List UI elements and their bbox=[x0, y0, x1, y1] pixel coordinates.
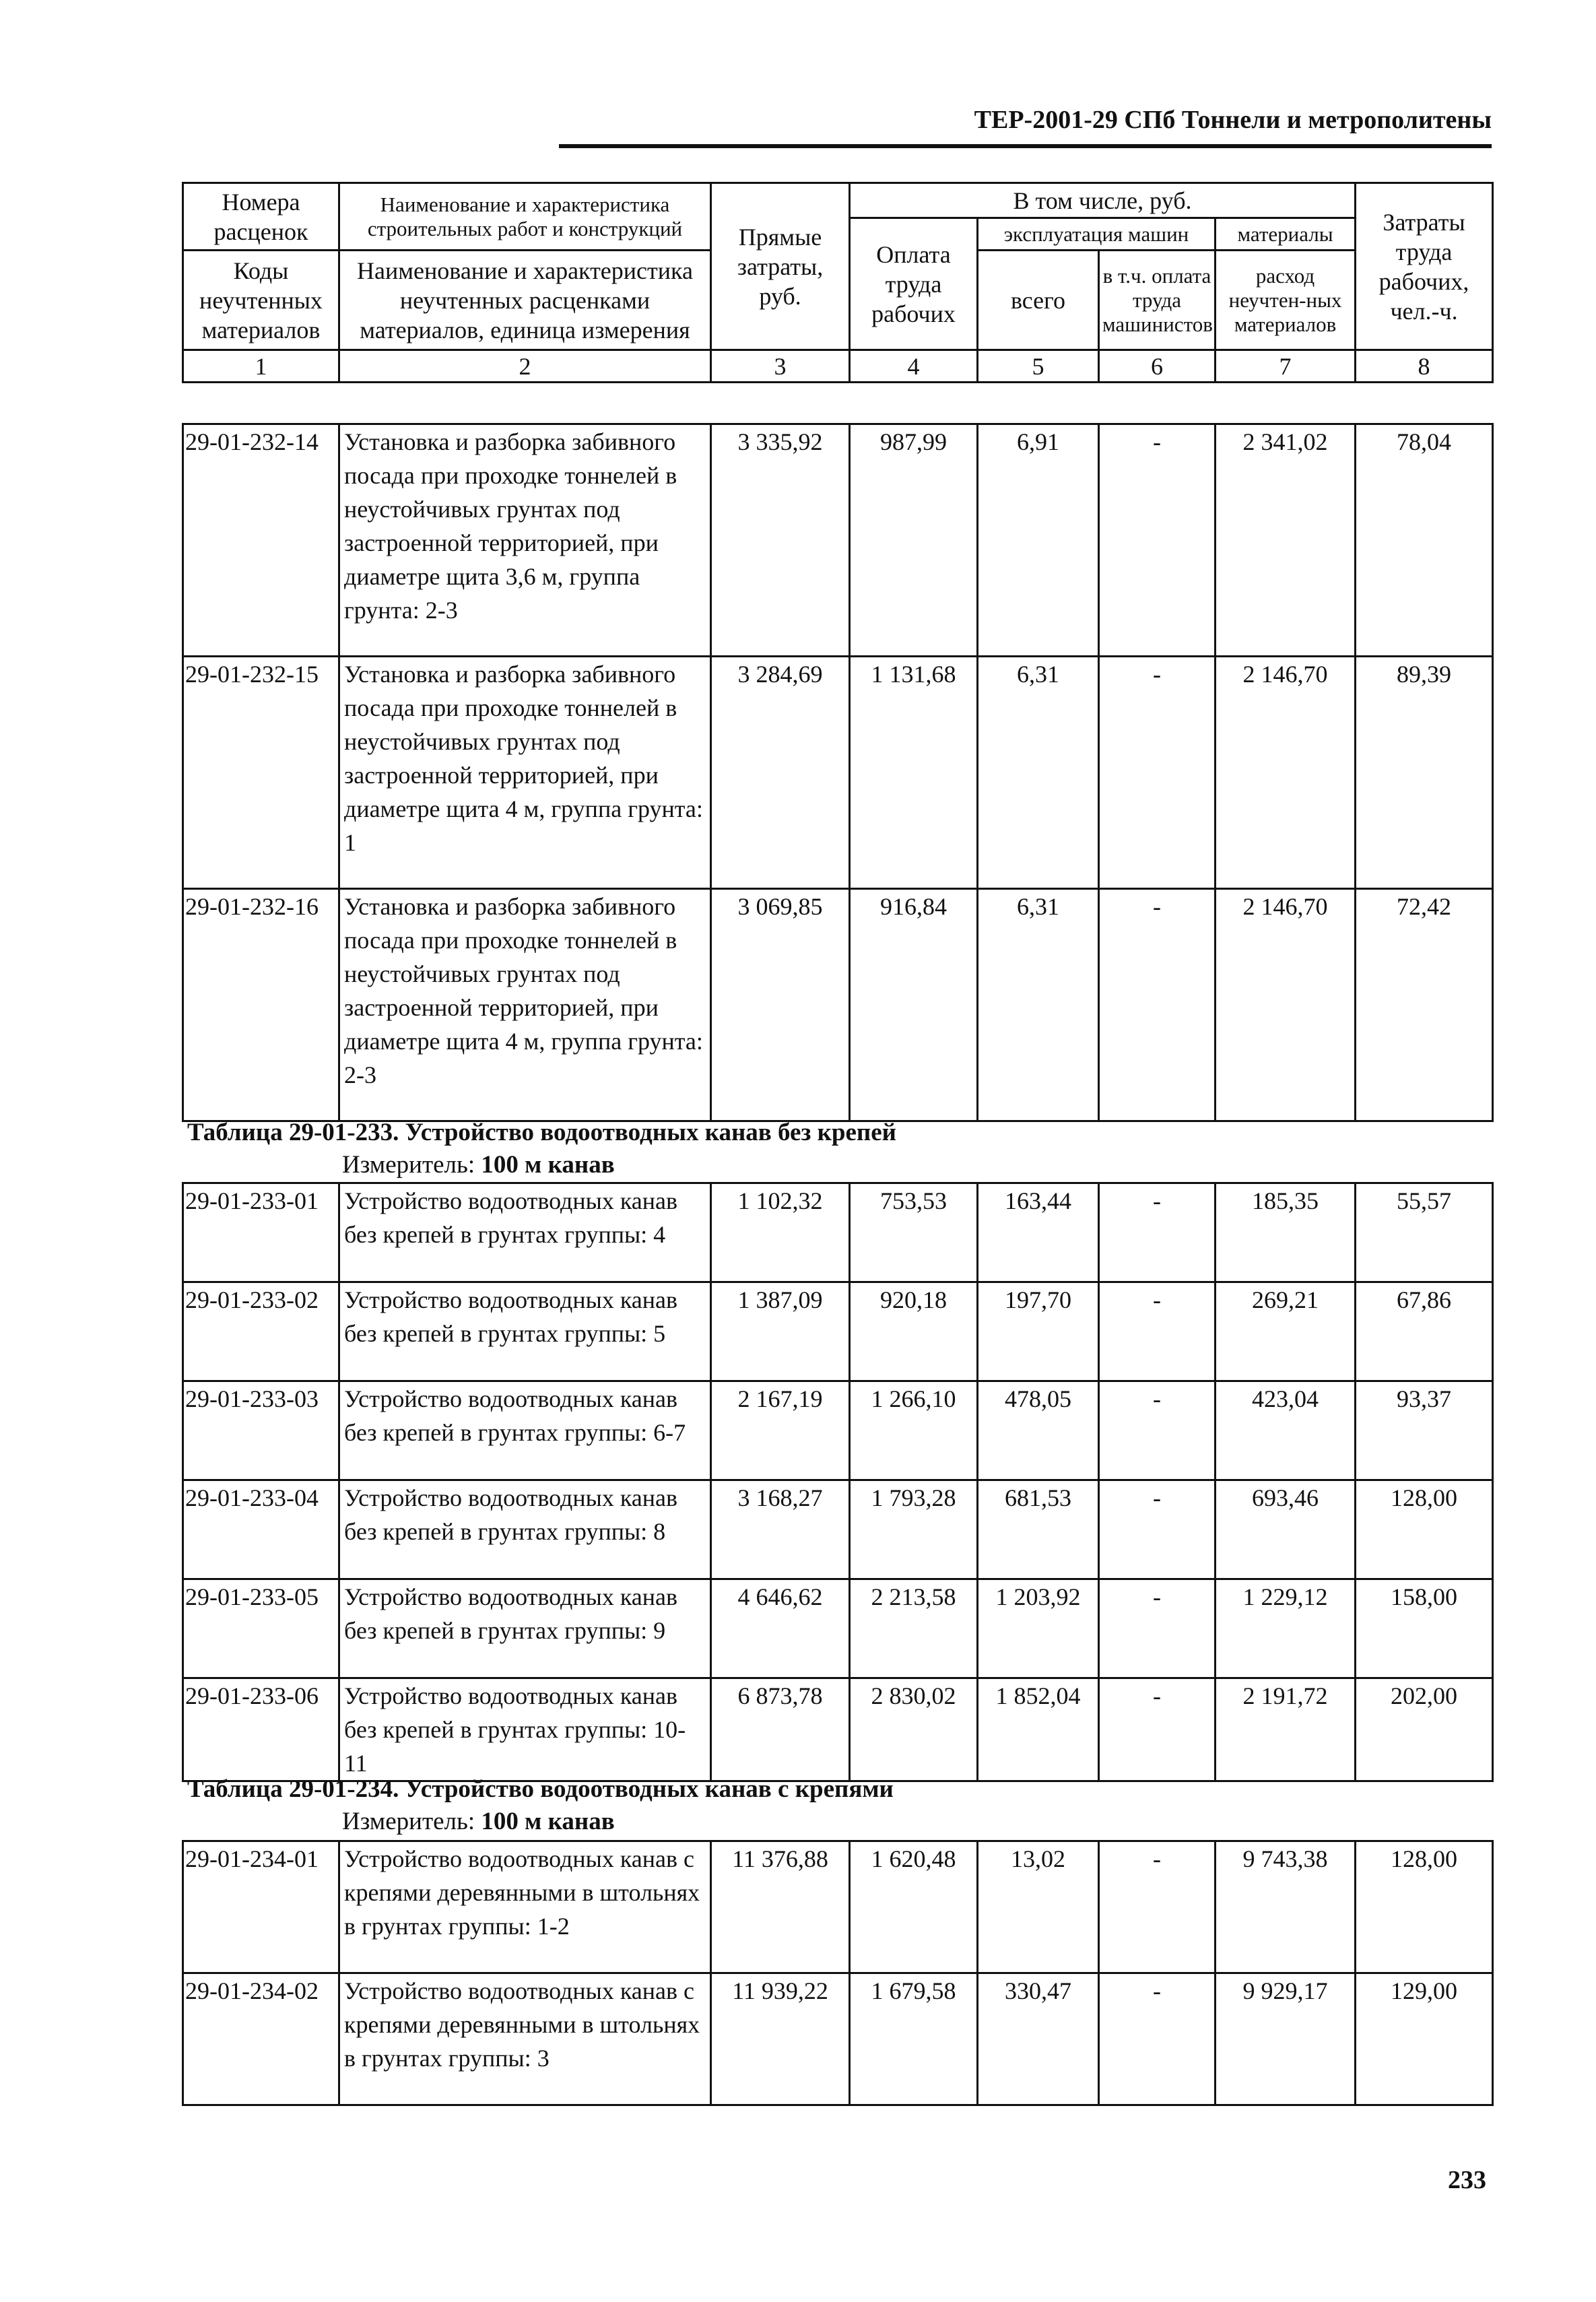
cell-mach-labor: - bbox=[1099, 657, 1216, 889]
cell-direct: 11 939,22 bbox=[711, 1973, 850, 2105]
cell-code: 29-01-233-06 bbox=[183, 1678, 339, 1781]
cell-hours: 67,86 bbox=[1356, 1282, 1493, 1381]
page-number: 233 bbox=[1448, 2166, 1486, 2194]
col1-top-header: Номера расценок bbox=[183, 183, 339, 251]
rates-table-232 bbox=[182, 423, 1494, 1122]
cell-hours: 202,00 bbox=[1356, 1678, 1493, 1781]
rates-table-233 bbox=[182, 1182, 1494, 1782]
cell-direct: 1 387,09 bbox=[711, 1282, 850, 1381]
cell-desc: Устройство водоотводных канав без крепей в грунтах группы: 5 bbox=[339, 1282, 711, 1381]
cell-desc: Устройство водоотводных канав без крепей в грунтах группы: 8 bbox=[339, 1480, 711, 1579]
cell-hours: 78,04 bbox=[1356, 424, 1493, 657]
cell-mach: 6,31 bbox=[978, 657, 1099, 889]
table-233-caption: Таблица 29-01-233. Устройство водоотводных канав без крепей bbox=[187, 1119, 896, 1146]
cell-desc: Устройство водоотводных канав без крепей в грунтах группы: 4 bbox=[339, 1183, 711, 1282]
column-header-table bbox=[182, 182, 1494, 383]
direct-cost-header: Прямые затраты, руб. bbox=[711, 183, 850, 350]
cell-code: 29-01-233-04 bbox=[183, 1480, 339, 1579]
cell-labor: 1 131,68 bbox=[850, 657, 978, 889]
cell-desc: Устройство водоотводных канав без крепей в грунтах группы: 10-11 bbox=[339, 1678, 711, 1781]
col-number: 7 bbox=[1216, 350, 1356, 383]
cell-direct: 3 335,92 bbox=[711, 424, 850, 657]
cell-code: 29-01-233-05 bbox=[183, 1579, 339, 1678]
table-row bbox=[183, 1579, 1493, 1678]
table-row bbox=[183, 1480, 1493, 1579]
cell-mach: 1 852,04 bbox=[978, 1678, 1099, 1781]
cell-labor: 2 213,58 bbox=[850, 1579, 978, 1678]
labor-hours-header: Затраты труда рабочих, чел.-ч. bbox=[1356, 183, 1493, 350]
cell-direct: 4 646,62 bbox=[711, 1579, 850, 1678]
col-number: 4 bbox=[850, 350, 978, 383]
cell-code: 29-01-233-03 bbox=[183, 1381, 339, 1480]
cell-direct: 1 102,32 bbox=[711, 1183, 850, 1282]
cell-desc: Установка и разборка забивного посада при проходке тоннелей в неустойчивых грунтах под застроенной территорией, при диаметре щита 4 м, группа грунта: 1 bbox=[339, 657, 711, 889]
cell-direct: 2 167,19 bbox=[711, 1381, 850, 1480]
cell-code: 29-01-234-02 bbox=[183, 1973, 339, 2105]
cell-hours: 89,39 bbox=[1356, 657, 1493, 889]
table-row bbox=[183, 657, 1493, 889]
cell-desc: Устройство водоотводных канав без крепей в грунтах группы: 9 bbox=[339, 1579, 711, 1678]
cell-materials: 2 191,72 bbox=[1216, 1678, 1356, 1781]
document-title: ТЕР-2001-29 СПб Тоннели и метрополитены bbox=[974, 106, 1492, 134]
cell-hours: 129,00 bbox=[1356, 1973, 1493, 2105]
cell-mach-labor: - bbox=[1099, 1678, 1216, 1781]
rates-table-234 bbox=[182, 1840, 1494, 2106]
cell-code: 29-01-232-16 bbox=[183, 889, 339, 1121]
page-header bbox=[559, 101, 1492, 148]
cell-mach: 13,02 bbox=[978, 1841, 1099, 1973]
cell-materials: 185,35 bbox=[1216, 1183, 1356, 1282]
cell-materials: 9 743,38 bbox=[1216, 1841, 1356, 1973]
cell-desc: Устройство водоотводных канав с крепями деревянными в штольнях в грунтах группы: 3 bbox=[339, 1973, 711, 2105]
cell-hours: 55,57 bbox=[1356, 1183, 1493, 1282]
cell-labor: 920,18 bbox=[850, 1282, 978, 1381]
cell-labor: 753,53 bbox=[850, 1183, 978, 1282]
cell-code: 29-01-232-15 bbox=[183, 657, 339, 889]
cell-labor: 1 620,48 bbox=[850, 1841, 978, 1973]
cell-materials: 693,46 bbox=[1216, 1480, 1356, 1579]
col2-top-header: Наименование и характеристика строительных работ и конструкций bbox=[339, 183, 711, 251]
cell-code: 29-01-232-14 bbox=[183, 424, 339, 657]
cell-mach: 197,70 bbox=[978, 1282, 1099, 1381]
machines-total-header: всего bbox=[978, 251, 1099, 350]
cell-materials: 1 229,12 bbox=[1216, 1579, 1356, 1678]
cell-materials: 2 146,70 bbox=[1216, 657, 1356, 889]
cell-labor: 987,99 bbox=[850, 424, 978, 657]
cell-desc: Установка и разборка забивного посада при проходке тоннелей в неустойчивых грунтах под застроенной территорией, при диаметре щита 3,6 м, группа грунта: 2-3 bbox=[339, 424, 711, 657]
cell-mach-labor: - bbox=[1099, 1381, 1216, 1480]
cell-direct: 3 168,27 bbox=[711, 1480, 850, 1579]
operator-pay-header: в т.ч. оплата труда машинистов bbox=[1099, 251, 1216, 350]
cell-code: 29-01-234-01 bbox=[183, 1841, 339, 1973]
cell-mach-labor: - bbox=[1099, 1841, 1216, 1973]
cell-mach-labor: - bbox=[1099, 889, 1216, 1121]
col1-bottom-header: Коды неучтенных материалов bbox=[183, 251, 339, 350]
cell-hours: 72,42 bbox=[1356, 889, 1493, 1121]
cell-materials: 423,04 bbox=[1216, 1381, 1356, 1480]
cell-labor: 2 830,02 bbox=[850, 1678, 978, 1781]
cell-mach: 681,53 bbox=[978, 1480, 1099, 1579]
col-number: 5 bbox=[978, 350, 1099, 383]
cell-mach-labor: - bbox=[1099, 1480, 1216, 1579]
cell-mach: 478,05 bbox=[978, 1381, 1099, 1480]
cell-materials: 9 929,17 bbox=[1216, 1973, 1356, 2105]
table-row bbox=[183, 424, 1493, 657]
table-233-unit: Измеритель: 100 м канав bbox=[342, 1151, 615, 1179]
cell-mach-labor: - bbox=[1099, 1579, 1216, 1678]
cell-materials: 269,21 bbox=[1216, 1282, 1356, 1381]
cell-labor: 1 266,10 bbox=[850, 1381, 978, 1480]
cell-hours: 158,00 bbox=[1356, 1579, 1493, 1678]
cell-code: 29-01-233-02 bbox=[183, 1282, 339, 1381]
cell-mach-labor: - bbox=[1099, 1973, 1216, 2105]
table-234-unit: Измеритель: 100 м канав bbox=[342, 1808, 615, 1835]
cell-desc: Устройство водоотводных канав с крепями деревянными в штольнях в грунтах группы: 1-2 bbox=[339, 1841, 711, 1973]
table-row bbox=[183, 889, 1493, 1121]
col-number: 2 bbox=[339, 350, 711, 383]
cell-desc: Устройство водоотводных канав без крепей в грунтах группы: 6-7 bbox=[339, 1381, 711, 1480]
unaccounted-materials-header: расход неучтен-ных материалов bbox=[1216, 251, 1356, 350]
table-row bbox=[183, 1973, 1493, 2105]
table-row bbox=[183, 1183, 1493, 1282]
cell-hours: 128,00 bbox=[1356, 1841, 1493, 1973]
table-234-caption: Таблица 29-01-234. Устройство водоотводных канав с крепями bbox=[187, 1775, 894, 1803]
col-number: 1 bbox=[183, 350, 339, 383]
table-row bbox=[183, 1678, 1493, 1781]
table-row bbox=[183, 1282, 1493, 1381]
worker-pay-header: Оплата труда рабочих bbox=[850, 218, 978, 350]
cell-materials: 2 341,02 bbox=[1216, 424, 1356, 657]
table-row bbox=[183, 1381, 1493, 1480]
cell-direct: 6 873,78 bbox=[711, 1678, 850, 1781]
cell-mach: 163,44 bbox=[978, 1183, 1099, 1282]
machines-header: эксплуатация машин bbox=[978, 218, 1216, 251]
cell-mach: 6,91 bbox=[978, 424, 1099, 657]
cell-mach-labor: - bbox=[1099, 424, 1216, 657]
cell-direct: 11 376,88 bbox=[711, 1841, 850, 1973]
cell-materials: 2 146,70 bbox=[1216, 889, 1356, 1121]
cell-hours: 128,00 bbox=[1356, 1480, 1493, 1579]
cell-labor: 916,84 bbox=[850, 889, 978, 1121]
cell-mach-labor: - bbox=[1099, 1282, 1216, 1381]
cell-labor: 1 679,58 bbox=[850, 1973, 978, 2105]
cell-mach-labor: - bbox=[1099, 1183, 1216, 1282]
table-row bbox=[183, 1841, 1493, 1973]
cell-mach: 330,47 bbox=[978, 1973, 1099, 2105]
group-header: В том числе, руб. bbox=[850, 183, 1356, 218]
col2-bottom-header: Наименование и характеристика неучтенных расценками материалов, единица измерения bbox=[339, 251, 711, 350]
cell-mach: 6,31 bbox=[978, 889, 1099, 1121]
cell-code: 29-01-233-01 bbox=[183, 1183, 339, 1282]
col-number: 3 bbox=[711, 350, 850, 383]
cell-labor: 1 793,28 bbox=[850, 1480, 978, 1579]
cell-direct: 3 284,69 bbox=[711, 657, 850, 889]
cell-hours: 93,37 bbox=[1356, 1381, 1493, 1480]
col-number: 8 bbox=[1356, 350, 1493, 383]
cell-mach: 1 203,92 bbox=[978, 1579, 1099, 1678]
cell-direct: 3 069,85 bbox=[711, 889, 850, 1121]
cell-desc: Установка и разборка забивного посада при проходке тоннелей в неустойчивых грунтах под застроенной территорией, при диаметре щита 4 м, группа грунта: 2-3 bbox=[339, 889, 711, 1121]
materials-header: материалы bbox=[1216, 218, 1356, 251]
col-number: 6 bbox=[1099, 350, 1216, 383]
